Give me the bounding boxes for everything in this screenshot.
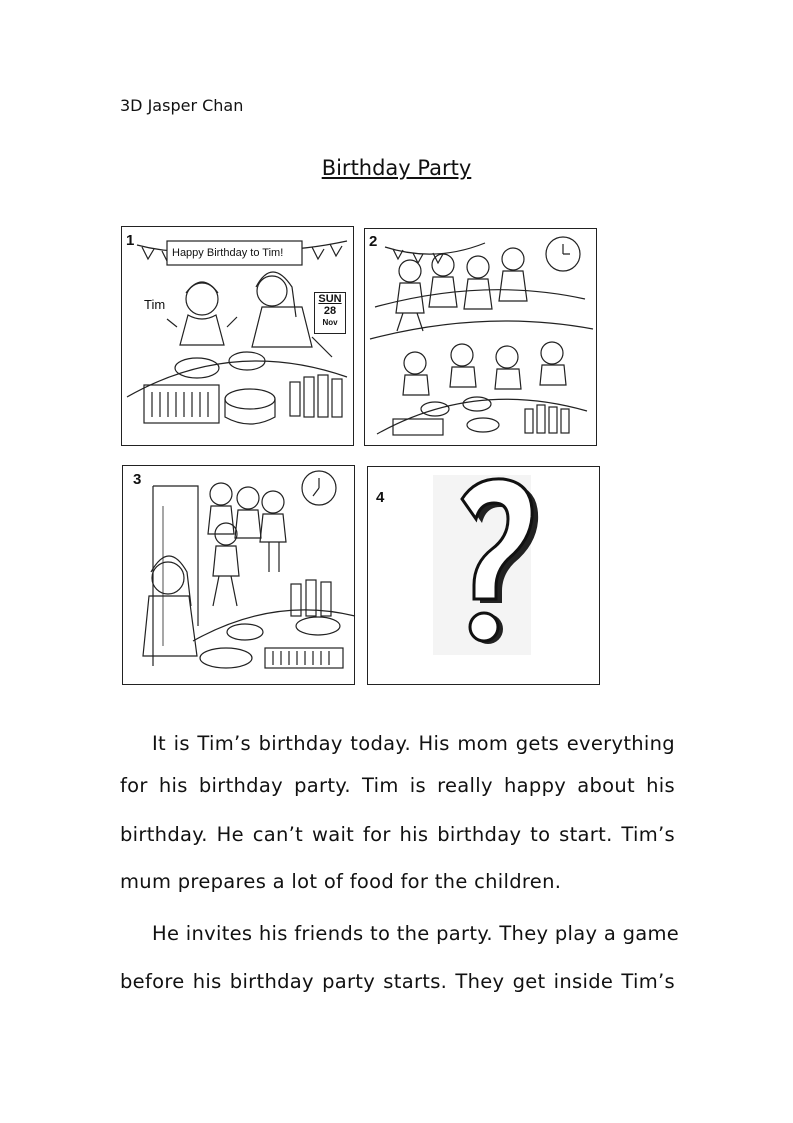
calendar-month: Nov xyxy=(322,318,338,327)
picture-panel-1 xyxy=(121,226,354,446)
story-line: He invites his friends to the party. They play a game xyxy=(152,922,680,945)
calendar xyxy=(314,292,346,334)
page-title: Birthday Party xyxy=(321,156,472,180)
panel-number: 2 xyxy=(369,233,378,250)
picture-panel-3 xyxy=(122,465,355,685)
character-name-label: Tim xyxy=(144,297,166,312)
picture-panel-4 xyxy=(367,466,600,685)
panel-number: 4 xyxy=(376,489,385,506)
picture-panel-2 xyxy=(364,228,597,446)
panel-number: 3 xyxy=(133,471,142,488)
question-mark-icon xyxy=(368,467,601,686)
calendar-day: SUN xyxy=(318,293,342,305)
party-preparation-illustration xyxy=(122,227,355,447)
story-line: birthday. He can’t wait for his birthday to start. Tim’s xyxy=(120,823,675,846)
story-text xyxy=(120,732,680,1002)
calendar-date: 28 xyxy=(323,305,337,317)
party-game-illustration xyxy=(365,229,598,447)
story-line: mum prepares a lot of food for the children. xyxy=(120,870,562,893)
story-line: before his birthday party starts. They get inside Tim’s xyxy=(120,970,675,993)
panel-number: 1 xyxy=(126,232,135,249)
author-name: 3D Jasper Chan xyxy=(120,96,244,115)
story-line: for his birthday party. Tim is really happy about his xyxy=(120,774,675,797)
friends-arrive-illustration xyxy=(123,466,356,686)
story-line: It is Tim’s birthday today. His mom gets everything xyxy=(152,732,675,755)
banner-text: Happy Birthday to Tim! xyxy=(172,247,284,259)
